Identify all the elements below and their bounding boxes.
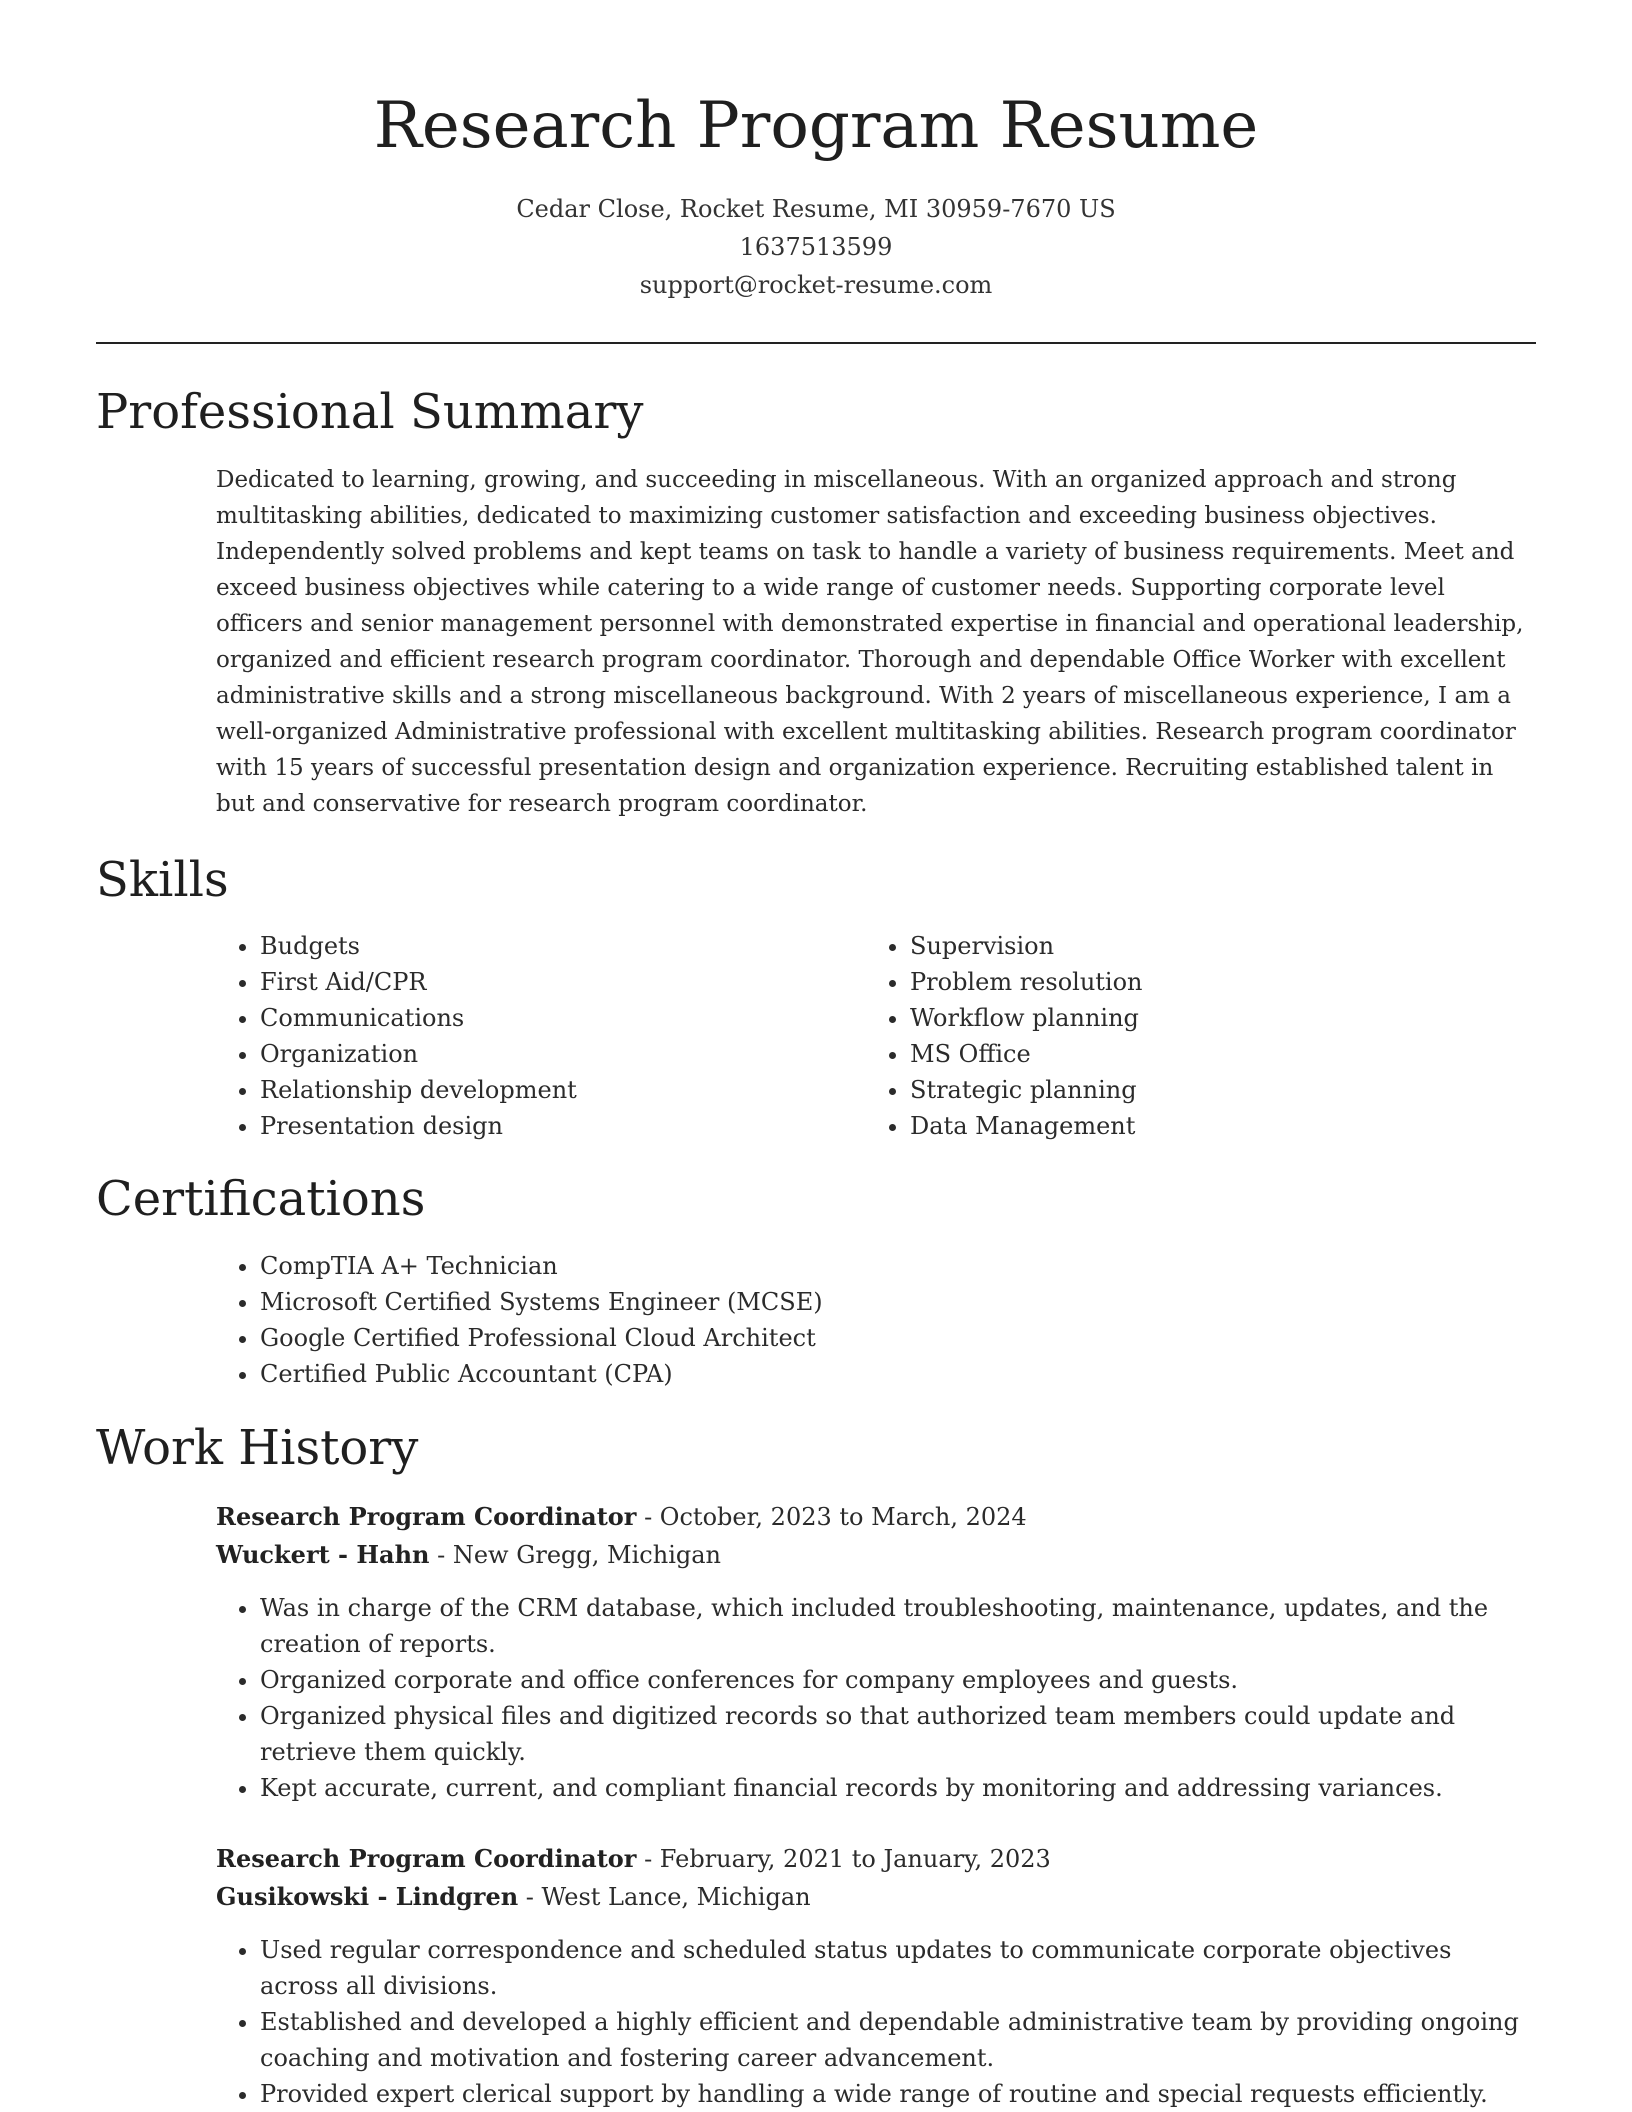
- job-company: Gusikowski - Lindgren: [216, 1882, 519, 1911]
- resume-header: [0, 0, 1632, 304]
- skill-item: • Presentation design: [260, 1108, 856, 1144]
- job-company-line: [216, 1878, 1536, 1916]
- skill-item: • Budgets: [260, 928, 856, 964]
- skill-item: • Data Management: [910, 1108, 1506, 1144]
- skill-item: • MS Office: [910, 1036, 1506, 1072]
- skills-column-left: [216, 928, 856, 1144]
- job-bullet: • Used regular correspondence and scheduled status updates to communicate corporate objectives across all divisions.: [260, 1932, 1536, 2004]
- certifications-list: [216, 1248, 1536, 1392]
- skill-item: • Strategic planning: [910, 1072, 1506, 1108]
- job-bullet: • Kept accurate, current, and compliant financial records by monitoring and addressing variances.: [260, 1770, 1536, 1806]
- certification-item: • Microsoft Certified Systems Engineer (MCSE): [260, 1284, 1536, 1320]
- contact-email: support@rocket-resume.com: [639, 271, 993, 299]
- job-bullet: • Organized physical files and digitized records so that authorized team members could update and retrieve them quickly.: [260, 1698, 1536, 1770]
- summary-heading: Professional Summary: [96, 384, 644, 440]
- skill-item: • Relationship development: [260, 1072, 856, 1108]
- work-history-heading: Work History: [96, 1420, 419, 1476]
- contact-address: Cedar Close, Rocket Resume, MI 30959-7670 US: [516, 195, 1116, 223]
- skill-item: • Supervision: [910, 928, 1506, 964]
- job-dates: - October, 2023 to March, 2024: [636, 1503, 1027, 1531]
- resume-title: Research Program Resume: [373, 89, 1259, 163]
- job-dates: - February, 2021 to January, 2023: [636, 1845, 1051, 1873]
- job-bullet: • Was in charge of the CRM database, which included troubleshooting, maintenance, updates, and the creation of reports.: [260, 1590, 1536, 1662]
- skill-item: • Workflow planning: [910, 1000, 1506, 1036]
- certification-item: • CompTIA A+ Technician: [260, 1248, 1536, 1284]
- job-title-line: [216, 1840, 1536, 1878]
- job-company: Wuckert - Hahn: [216, 1540, 430, 1569]
- skills-column-right: [866, 928, 1506, 1144]
- contact-block: [0, 190, 1632, 304]
- skills-heading: Skills: [96, 852, 229, 908]
- job-location: - New Gregg, Michigan: [429, 1541, 721, 1569]
- job-company-line: [216, 1536, 1536, 1574]
- job-location: - West Lance, Michigan: [518, 1883, 811, 1911]
- skill-item: • Problem resolution: [910, 964, 1506, 1000]
- summary-text: Dedicated to learning, growing, and succeeding in miscellaneous. With an organized approach and strong multitasking abilities, dedicated to maximizing customer satisfaction and exceeding business objectives. Independently solved problems and kept teams on task to handle a variety of business requirements. Meet and exceed business objectives while catering to a wide range of customer needs. Supporting corporate level officers and senior management personnel with demonstrated expertise in financial and operational leadership, organized and efficient research program coordinator. Thorough and dependable Office Worker with excellent administrative skills and a strong miscellaneous background. With 2 years of miscellaneous experience, I am a well-organized Administrative professional with excellent multitasking abilities. Research program coordinator with 15 years of successful presentation design and organization experience. Recruiting established talent in but and conservative for research program coordinator.: [216, 467, 1524, 817]
- certification-item: • Google Certified Professional Cloud Architect: [260, 1320, 1536, 1356]
- skill-item: • Communications: [260, 1000, 856, 1036]
- job-bullets: [216, 1590, 1536, 1806]
- job-entry: [216, 1498, 1536, 1806]
- job-bullet: • Provided expert clerical support by handling a wide range of routine and special requests efficiently.: [260, 2076, 1536, 2112]
- job-role: Research Program Coordinator: [216, 1502, 637, 1531]
- certification-item: • Certified Public Accountant (CPA): [260, 1356, 1536, 1392]
- skill-item: • Organization: [260, 1036, 856, 1072]
- job-role: Research Program Coordinator: [216, 1844, 637, 1873]
- header-divider: [96, 342, 1536, 344]
- skill-item: • First Aid/CPR: [260, 964, 856, 1000]
- job-title-line: [216, 1498, 1536, 1536]
- job-bullet: • Organized corporate and office conferences for company employees and guests.: [260, 1662, 1536, 1698]
- job-bullet: • Established and developed a highly efficient and dependable administrative team by providing ongoing coaching and motivation and fostering career advancement.: [260, 2004, 1536, 2076]
- contact-phone: 1637513599: [739, 233, 893, 261]
- job-bullets: [216, 1932, 1536, 2112]
- certifications-heading: Certifications: [96, 1171, 426, 1227]
- job-entry: [216, 1840, 1536, 2112]
